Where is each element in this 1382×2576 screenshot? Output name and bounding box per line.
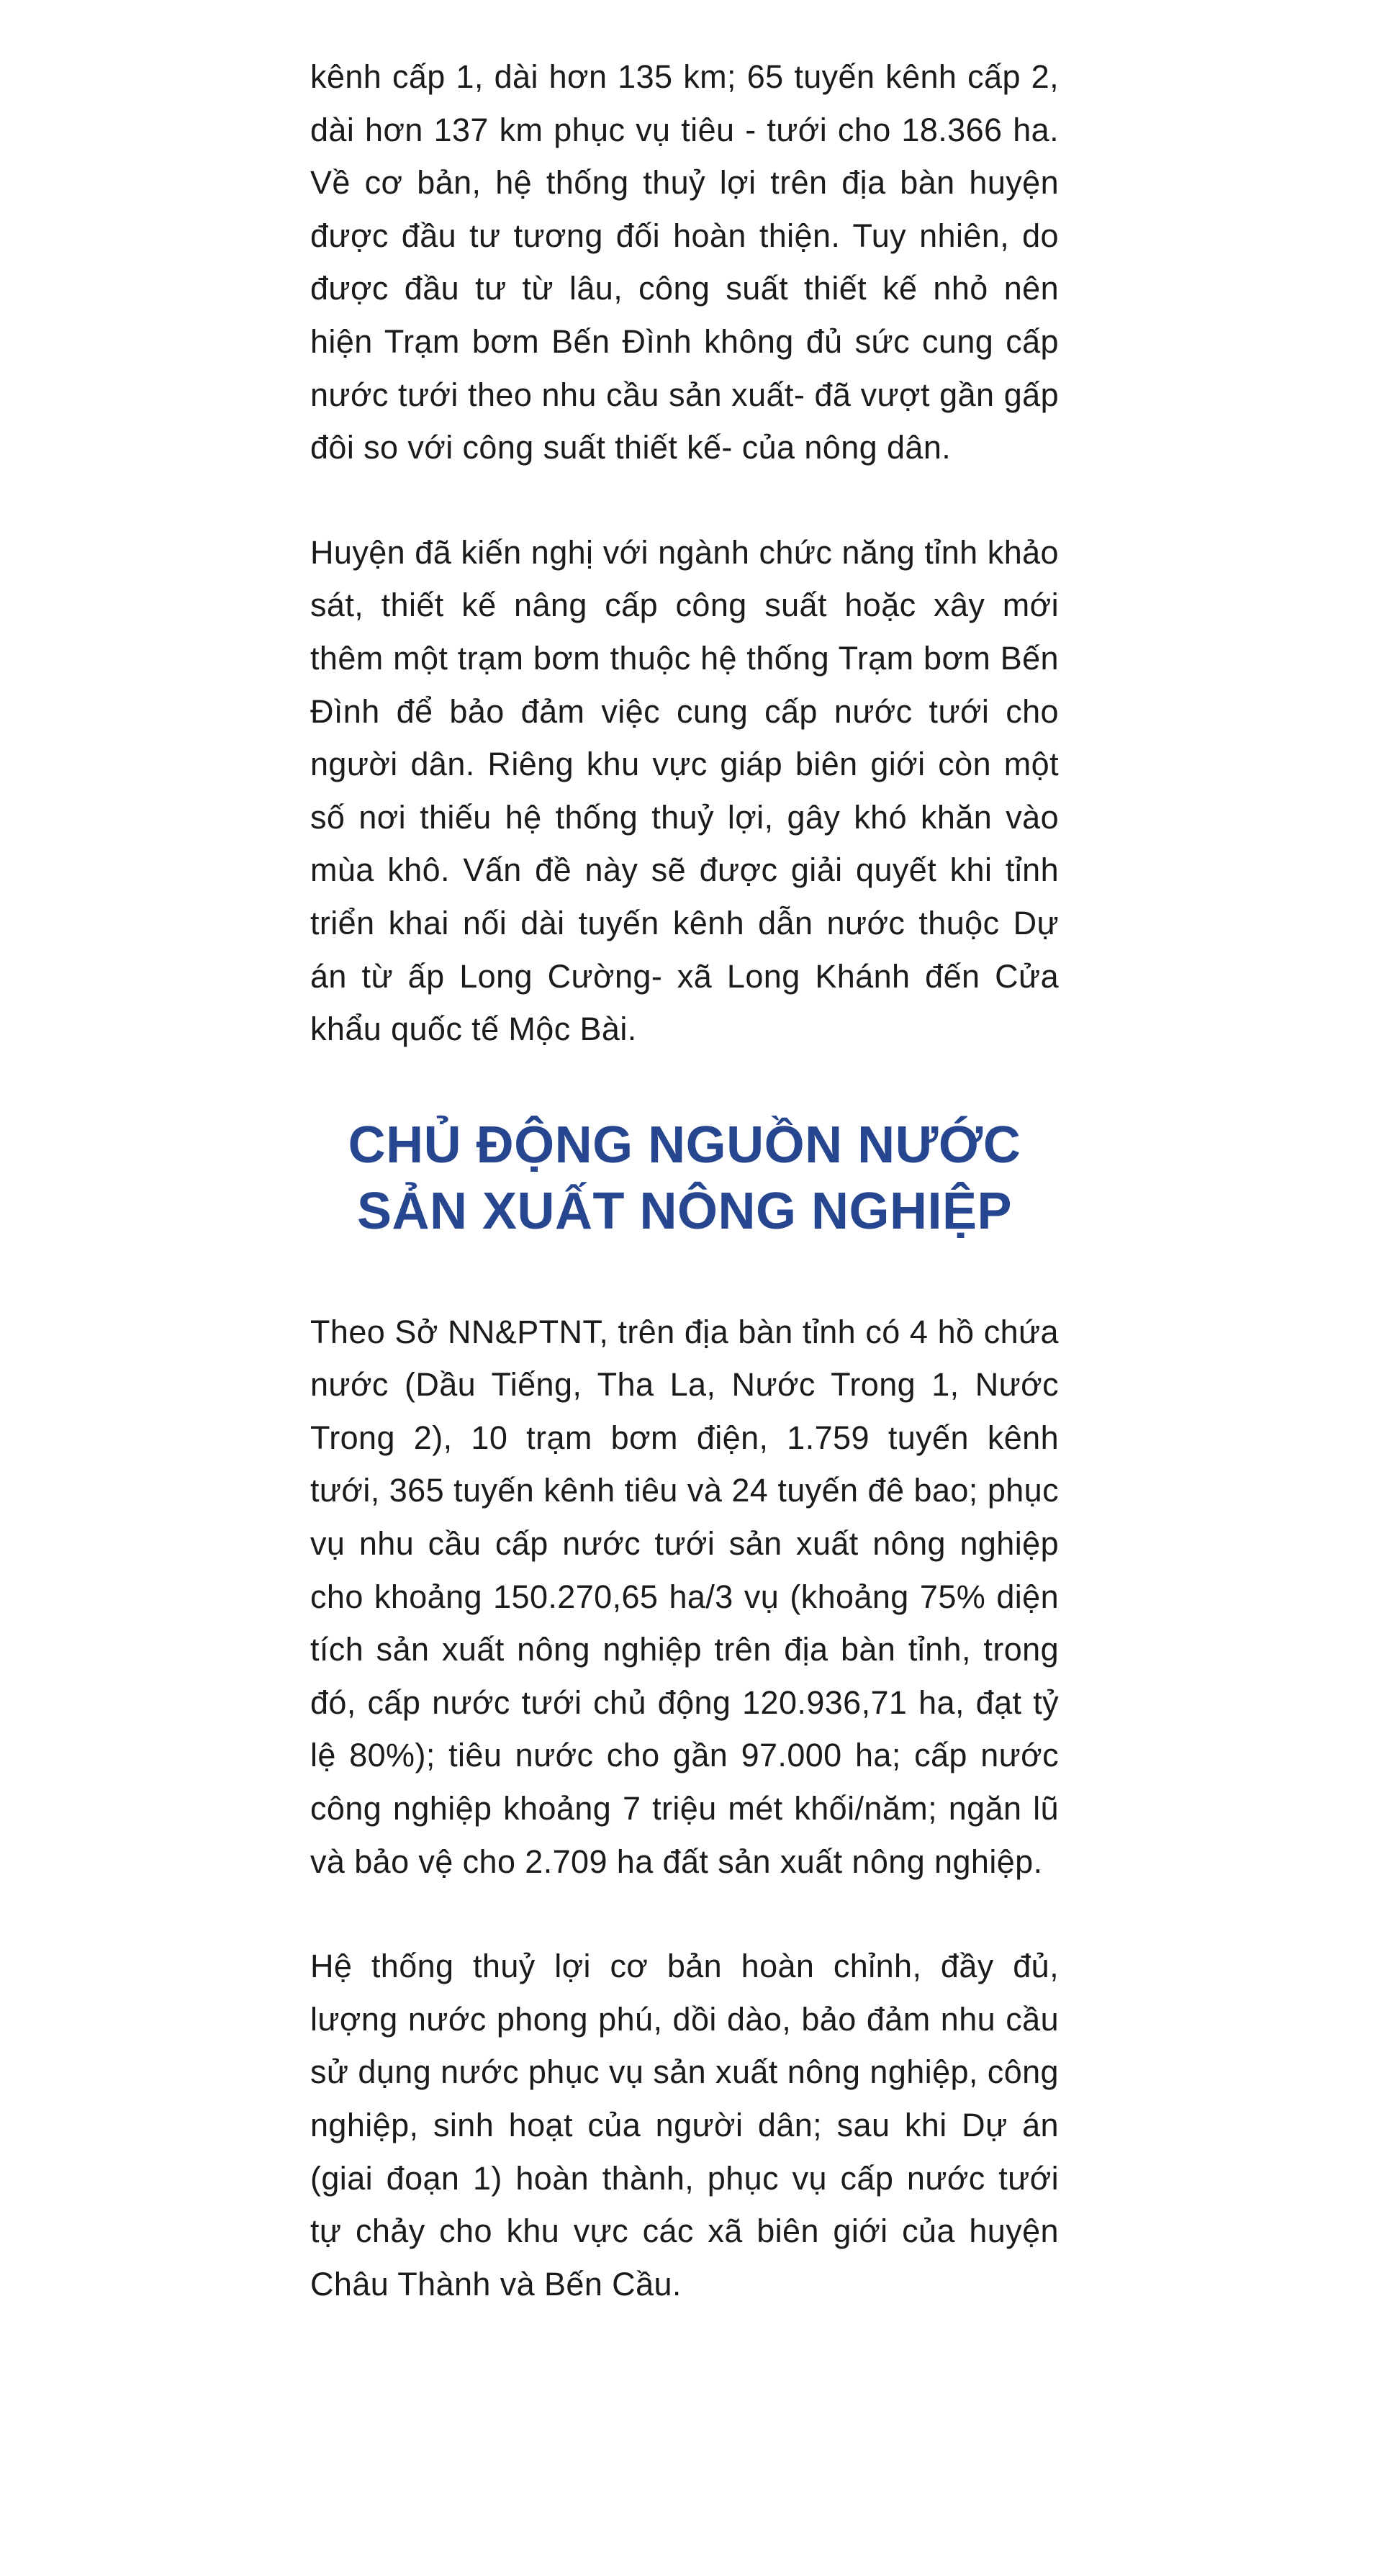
paragraph-spacer [310,474,1059,526]
paragraph-canal-capacity: kênh cấp 1, dài hơn 135 km; 65 tuyến kênh cấp 2, dài hơn 137 km phục vụ tiêu - tưới cho 18.366 ha. Về cơ bản, hệ thống thuỷ lợi trên địa bàn huyện được đầu tư tương đối hoàn thiện. Tuy nhiên, do được đầu tư từ lâu, công suất thiết kế nhỏ nên hiện Trạm bơm Bến Đình không đủ sức cung cấp nước tưới theo nhu cầu sản xuất- đã vượt gần gấp đôi so với công suất thiết kế- của nông dân. [310,58,1059,466]
section-heading-line-2: SẢN XUẤT NÔNG NGHIỆP [356,1182,1013,1240]
article-body [310,50,1059,2310]
section-heading-line-1: CHỦ ĐỘNG NGUỒN NƯỚC [348,1116,1021,1174]
paragraph-spacer [310,1888,1059,1940]
paragraph-pump-station-proposal: Huyện đã kiến nghị với ngành chức năng tỉnh khảo sát, thiết kế nâng cấp công suất hoặc xây mới thêm một trạm bơm thuộc hệ thống Trạm bơm Bến Đình để bảo đảm việc cung cấp nước tưới cho người dân. Riêng khu vực giáp biên giới còn một số nơi thiếu hệ thống thuỷ lợi, gây khó khăn vào mùa khô. Vấn đề này sẽ được giải quyết khi tỉnh triển khai nối dài tuyến kênh dẫn nước thuộc Dự án từ ấp Long Cường- xã Long Khánh đến Cửa khẩu quốc tế Mộc Bài. [310,533,1059,1048]
paragraph-irrigation-statistics: Theo Sở NN&PTNT, trên địa bàn tỉnh có 4 hồ chứa nước (Dầu Tiếng, Tha La, Nước Trong 1, Nước Trong 2), 10 trạm bơm điện, 1.759 tuyến kênh tưới, 365 tuyến kênh tiêu và 24 tuyến đê bao; phục vụ nhu cầu cấp nước tưới sản xuất nông nghiệp cho khoảng 150.270,65 ha/3 vụ (khoảng 75% diện tích sản xuất nông nghiệp trên địa bàn tỉnh, trong đó, cấp nước tưới chủ động 120.936,71 ha, đạt tỷ lệ 80%); tiêu nước cho gần 97.000 ha; cấp nước công nghiệp khoảng 7 triệu mét khối/năm; ngăn lũ và bảo vệ cho 2.709 ha đất sản xuất nông nghiệp. [310,1313,1059,1880]
paragraph-irrigation-system-summary: Hệ thống thuỷ lợi cơ bản hoàn chỉnh, đầy đủ, lượng nước phong phú, dồi dào, bảo đảm nhu cầu sử dụng nước phục vụ sản xuất nông nghiệp, công nghiệp, sinh hoạt của người dân; sau khi Dự án (giai đoạn 1) hoàn thành, phục vụ cấp nước tưới tự chảy cho khu vực các xã biên giới của huyện Châu Thành và Bến Cầu. [310,1948,1059,2302]
section-heading [310,1112,1059,1244]
